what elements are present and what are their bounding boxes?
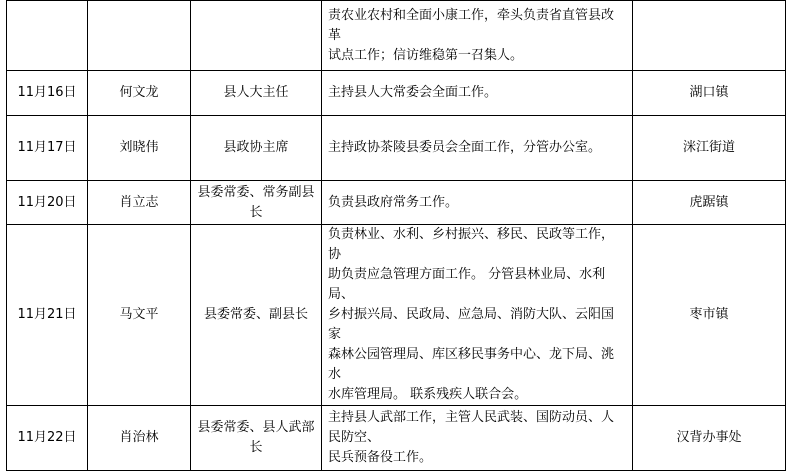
date-cell: 11月22日	[7, 406, 88, 471]
name-cell: 肖治林	[88, 406, 191, 471]
date-cell: 11月16日	[7, 71, 88, 116]
duty-cell	[322, 181, 633, 225]
duty-cell	[322, 406, 633, 471]
table-row	[7, 71, 786, 116]
duty-line: 主持县人武部工作，主管人民武装、国防动员、人民防空、	[328, 410, 615, 445]
duty-line: 责农业农村和全面小康工作，牵头负责省直管县改革	[328, 7, 615, 43]
place-cell: 汉背办事处	[633, 406, 786, 471]
title-cell: 县委常委、常务副县长	[191, 181, 322, 225]
schedule-table	[6, 0, 786, 471]
title-cell: 县人大主任	[191, 71, 322, 116]
table-row	[7, 181, 786, 225]
duty-line: 助负责应急管理方面工作。 分管县林业局、水利局、	[328, 267, 606, 302]
place-cell: 洣江街道	[633, 116, 786, 181]
title-cell: 县委常委、县人武部长	[191, 406, 322, 471]
place-cell: 虎踞镇	[633, 181, 786, 225]
table-row	[7, 406, 786, 471]
duty-line: 乡村振兴局、民政局、应急局、消防大队、云阳国家	[328, 307, 615, 342]
date-cell: 11月20日	[7, 181, 88, 225]
place-cell: 枣市镇	[633, 225, 786, 406]
table-row	[7, 225, 786, 406]
name-cell: 何文龙	[88, 71, 191, 116]
duty-line: 民兵预备役工作。	[328, 450, 433, 465]
place-cell	[633, 1, 786, 71]
name-cell: 刘晓伟	[88, 116, 191, 181]
title-cell: 县政协主席	[191, 116, 322, 181]
duty-cell	[322, 225, 633, 406]
date-cell	[7, 1, 88, 71]
place-cell: 湖口镇	[633, 71, 786, 116]
duty-cell	[322, 71, 633, 116]
duty-line: 试点工作；信访维稳第一召集人。	[328, 47, 524, 63]
name-cell	[88, 1, 191, 71]
duty-line: 主持政协茶陵县委员会全面工作，分管办公室。	[328, 140, 602, 155]
duty-cell	[322, 116, 633, 181]
duty-line: 负责县政府常务工作。	[328, 194, 459, 210]
date-cell: 11月21日	[7, 225, 88, 406]
duty-line: 负责林业、水利、乡村振兴、移民、民政等工作，协	[328, 227, 615, 262]
duty-line: 水库管理局。 联系残疾人联合会。	[328, 387, 528, 402]
title-cell: 县委常委、副县长	[191, 225, 322, 406]
duty-cell	[322, 1, 633, 71]
table-row	[7, 116, 786, 181]
duty-line: 森林公园管理局、库区移民事务中心、龙下局、洮水	[328, 347, 615, 382]
name-cell: 肖立志	[88, 181, 191, 225]
table-row	[7, 1, 786, 71]
date-cell: 11月17日	[7, 116, 88, 181]
title-cell	[191, 1, 322, 71]
duty-line: 主持县人大常委会全面工作。	[328, 85, 498, 100]
name-cell: 马文平	[88, 225, 191, 406]
